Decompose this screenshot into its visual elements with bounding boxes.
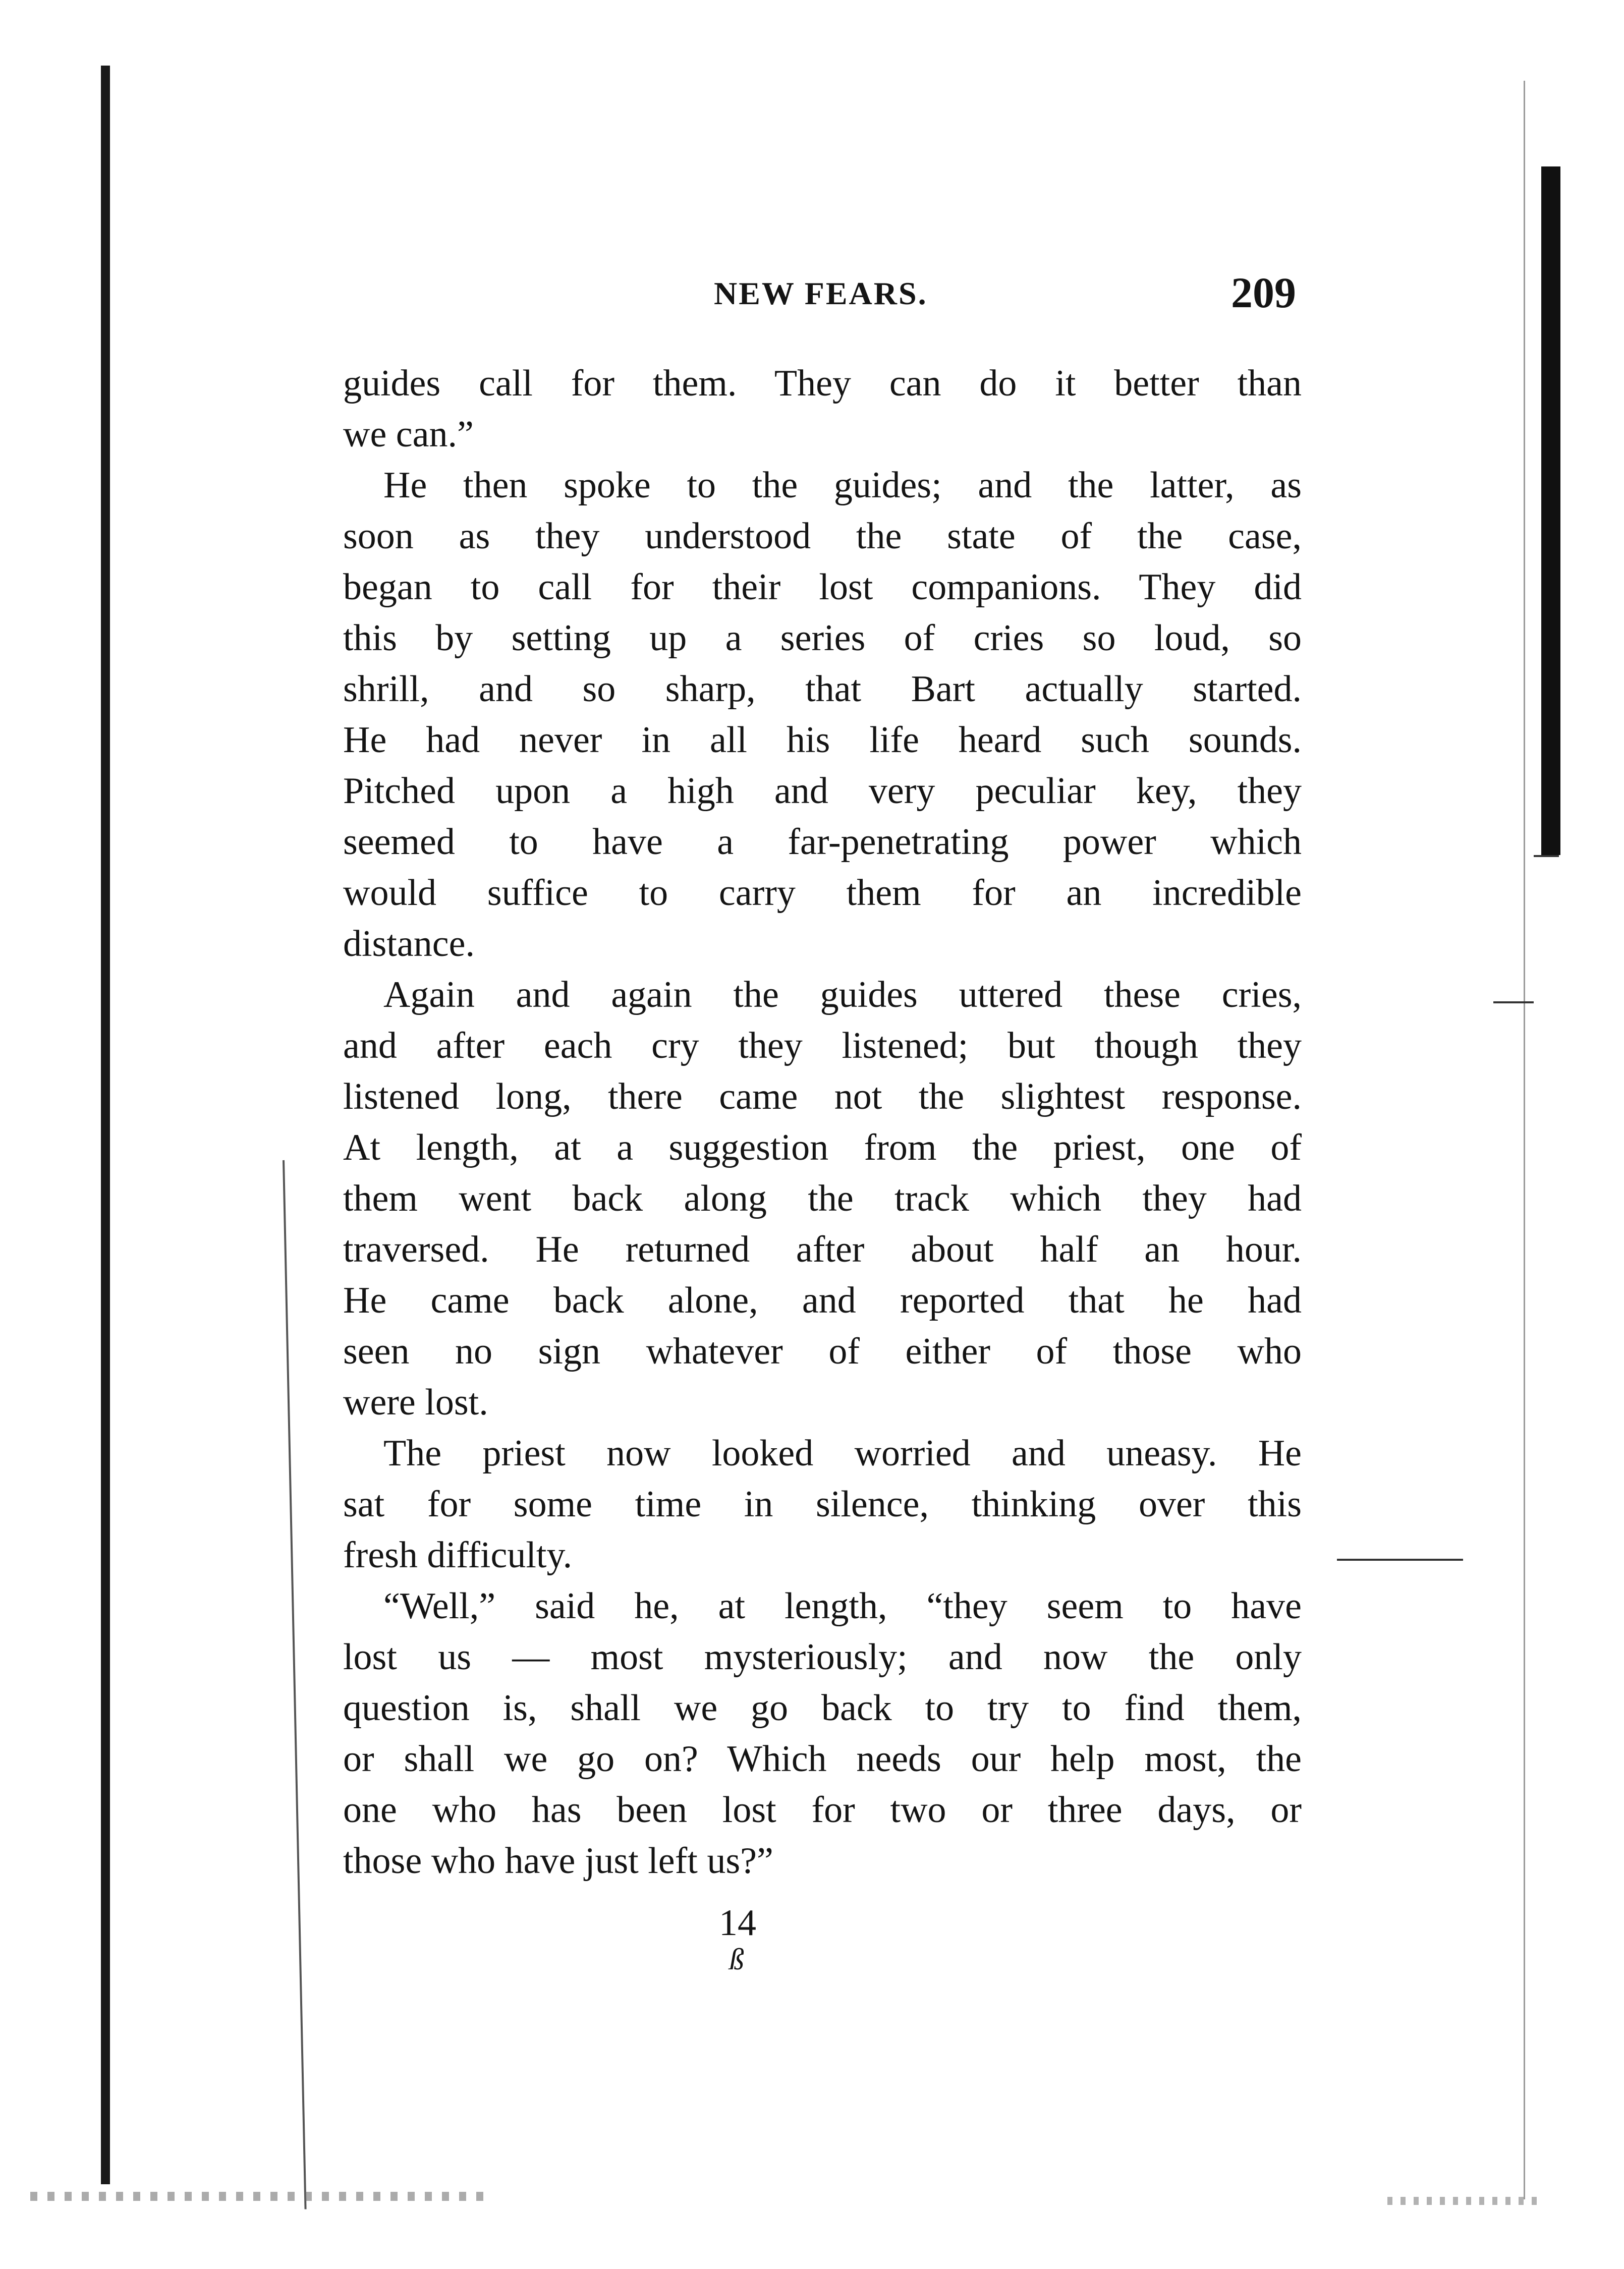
text-line: we can.” <box>343 414 474 455</box>
text-line: lost us — most mysteriously; and now the only <box>343 1636 1302 1678</box>
text-line: listened long, there came not the slightest response. <box>343 1076 1302 1117</box>
text-line: or shall we go on? Which needs our help most, the <box>343 1738 1302 1780</box>
text-line: fresh difficulty. <box>343 1535 573 1576</box>
text-line: seemed to have a far-penetrating power which <box>343 821 1302 863</box>
text-line: sat for some time in silence, thinking over this <box>343 1484 1302 1525</box>
text-line: He then spoke to the guides; and the latter, as <box>383 465 1302 506</box>
text-line: guides call for them. They can do it better than <box>343 363 1302 404</box>
text-line: them went back along the track which they had <box>343 1178 1302 1219</box>
scan-edge-bar <box>1541 166 1560 620</box>
scan-smudge <box>30 2192 484 2201</box>
page-edge <box>1524 81 1525 2199</box>
scan-edge-bar <box>1541 827 1560 838</box>
text-line: distance. <box>343 923 475 965</box>
text-line: shrill, and so sharp, that Bart actually started. <box>343 668 1302 710</box>
text-line: At length, at a suggestion from the priest, one of <box>343 1127 1302 1168</box>
text-line: soon as they understood the state of the case, <box>343 516 1302 557</box>
text-line: seen no sign whatever of either of those who <box>343 1331 1302 1372</box>
page-number: 209 <box>1231 268 1296 317</box>
text-line: this by setting up a series of cries so loud, so <box>343 617 1302 659</box>
gutter-crease <box>283 1160 307 2209</box>
scan-artifact-rule <box>1493 1001 1534 1003</box>
text-line: He had never in all his life heard such sounds. <box>343 719 1302 761</box>
text-line: those who have just left us?” <box>343 1840 773 1882</box>
signature-mark: ß <box>729 1943 744 1976</box>
text-line: question is, shall we go back to try to find them, <box>343 1687 1302 1729</box>
text-line: traversed. He returned after about half an hour. <box>343 1229 1302 1270</box>
text-line: “Well,” said he, at length, “they seem to have <box>383 1585 1302 1627</box>
running-head: NEW FEARS. <box>714 275 928 311</box>
scan-artifact-rule <box>1337 1559 1463 1561</box>
text-line: Pitched upon a high and very peculiar key, they <box>343 770 1302 812</box>
text-line: Again and again the guides uttered these cries, <box>383 974 1302 1015</box>
binding-shadow <box>101 66 110 2184</box>
text-line: He came back alone, and reported that he had <box>343 1280 1302 1321</box>
text-line: began to call for their lost companions. They did <box>343 566 1302 608</box>
scan-artifact-rule <box>1534 855 1559 857</box>
scan-smudge <box>1387 2197 1539 2205</box>
signature-number: 14 <box>719 1902 756 1944</box>
text-line: and after each cry they listened; but though they <box>343 1025 1302 1066</box>
text-line: would suffice to carry them for an incredible <box>343 872 1302 914</box>
text-line: one who has been lost for two or three days, or <box>343 1789 1302 1831</box>
text-line: The priest now looked worried and uneasy. He <box>383 1433 1302 1474</box>
body-text <box>343 358 1302 1887</box>
text-line: were lost. <box>343 1382 488 1423</box>
scan-edge-bar <box>1541 618 1560 855</box>
